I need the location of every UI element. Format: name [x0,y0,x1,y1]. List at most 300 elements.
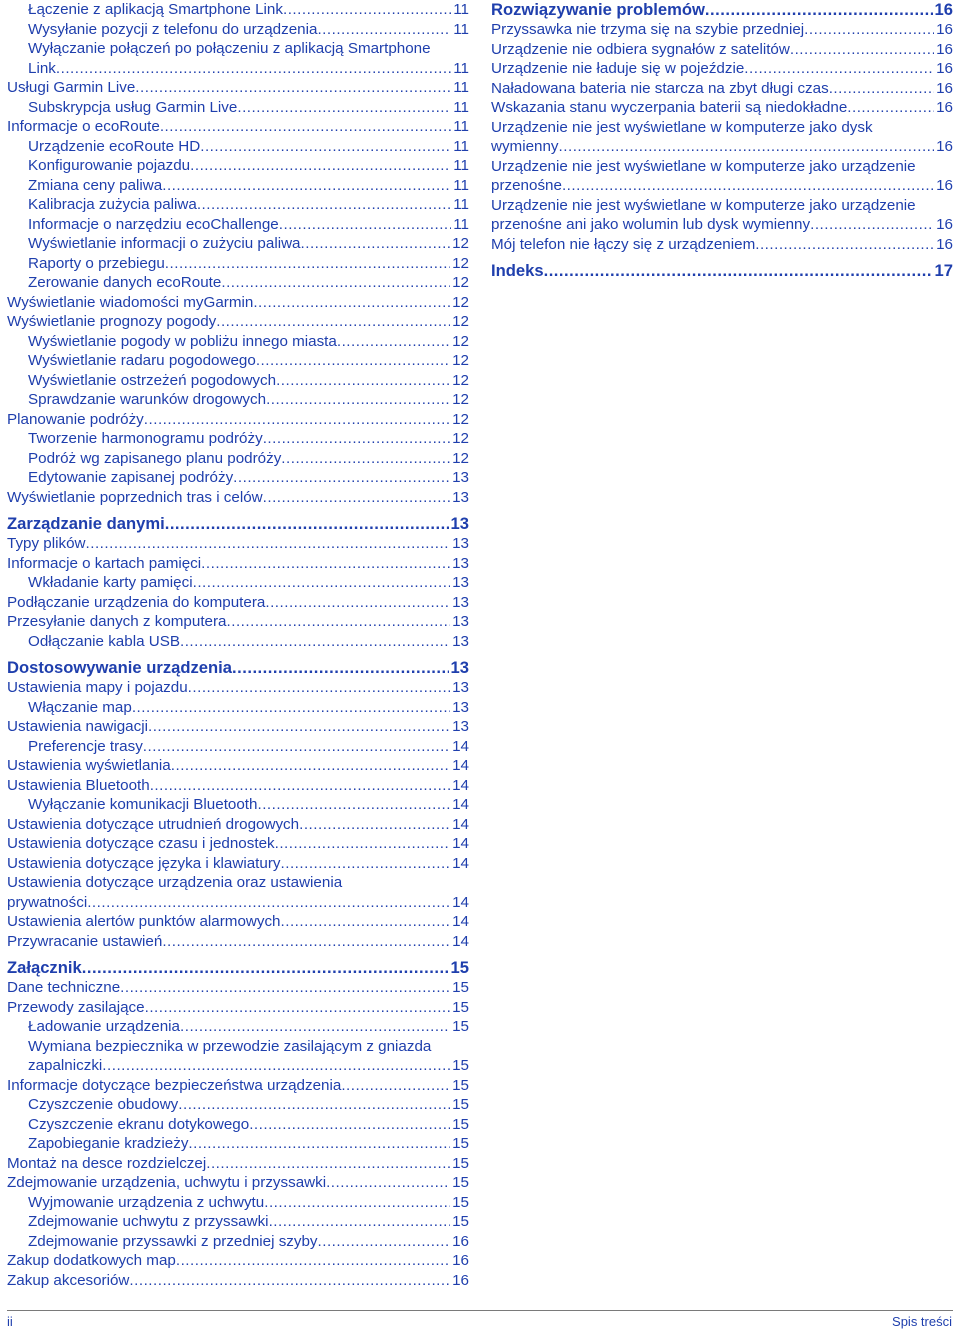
toc-page-number: 16 [936,216,953,233]
toc-entry-text: Ładowanie urządzenia [28,1018,180,1035]
dot-leader [129,1271,450,1291]
toc-entry-text: Podróż wg zapisanego planu podróży [28,449,282,467]
toc-page-number: 15 [452,1115,469,1133]
toc-page-number: 14 [452,893,469,911]
toc-entry-text: Urządzenie nie ładuje się w pojeździe [491,60,745,77]
toc-page-number: 17 [934,261,953,280]
toc-entry[interactable] [491,40,953,60]
toc-entry-text: Usługi Garmin Live [7,79,136,96]
toc-entry-text: Dostosowywanie urządzenia [7,658,232,677]
dot-leader [279,215,451,235]
toc-entry-text: Sprawdzanie warunków drogowych [28,391,267,408]
toc-section-heading[interactable] [7,958,469,978]
toc-page-number: 14 [452,913,469,930]
dot-leader [165,514,449,534]
toc-page-number: 11 [453,59,469,77]
toc-entry[interactable] [7,834,469,854]
toc-page-number: 13 [452,613,469,630]
toc-entry[interactable] [7,554,469,574]
toc-page-number: 15 [452,979,469,996]
toc-page-number: 12 [452,371,469,389]
dot-leader [257,795,450,815]
toc-entry-text-continued: przenośne [491,177,562,194]
dot-leader [237,98,451,118]
toc-entry-text: Ustawienia dotyczące urządzenia oraz ustawienia [7,874,343,891]
toc-entry-text: Informacje o kartach pamięci [7,554,202,572]
toc-entry[interactable] [7,488,469,508]
footer-divider [7,1310,953,1311]
toc-page-number: 12 [452,274,469,291]
toc-page-number: 14 [452,854,469,872]
toc-subentry[interactable] [7,698,469,718]
toc-subentry[interactable] [7,573,469,593]
toc-page-number: 12 [452,254,469,272]
dot-leader [206,1154,450,1174]
toc-page-number: 16 [936,177,953,194]
toc-page-number: 16 [936,21,953,38]
toc-page-number: 16 [936,99,953,116]
toc-entry[interactable] [7,612,469,632]
dot-leader [180,1017,450,1037]
toc-entry-text: Załącznik [7,958,82,977]
dot-leader [178,1095,450,1115]
toc-entry-text: Wyświetlanie pogody w pobliżu innego miasta [28,332,337,350]
toc-entry-text-continued: przenośne ani jako wolumin lub dysk wymienny [491,216,811,233]
toc-page-number: 12 [452,293,469,311]
toc-entry-text: Zdejmowanie uchwytu z przyssawki [28,1213,269,1230]
dot-leader [227,612,451,632]
dot-leader [281,854,451,874]
dot-leader [263,429,450,449]
toc-entry-text: Edytowanie zapisanej podróży [28,469,234,486]
toc-page-number: 12 [452,430,469,447]
dot-leader [847,98,934,118]
toc-entry[interactable] [491,118,953,157]
toc-page-number: 13 [452,718,469,735]
dot-leader [790,40,934,60]
toc-entry[interactable] [7,978,469,998]
dot-leader [341,1076,450,1096]
toc-page-number: 15 [452,1057,469,1074]
toc-page-number: 12 [452,352,469,369]
toc-entry-text: Zmiana ceny paliwa [28,176,163,194]
toc-entry[interactable] [7,998,469,1018]
toc-entry-text: Dane techniczne [7,979,121,996]
toc-page-number: 16 [936,79,953,97]
toc-page-number: 14 [452,757,469,774]
toc-page-number: 15 [452,1135,469,1152]
dot-leader [188,678,450,698]
toc-entry[interactable] [7,815,469,835]
dot-leader [232,658,449,678]
dot-leader [135,78,451,98]
toc-entry-text: Wyłączanie połączeń po połączeniu z aplikacją Smartphone [28,40,431,57]
toc-entry-text: Wskazania stanu wyczerpania baterii są niedokładne [491,99,848,116]
toc-page-number: 16 [936,138,953,155]
toc-entry-text: Urządzenie nie jest wyświetlane w komputerze jako dysk [491,118,873,136]
toc-subentry[interactable] [7,1095,469,1115]
dot-leader [755,235,934,255]
toc-page-number: 13 [452,593,469,611]
dot-leader [221,273,450,293]
toc-entry-text: Informacje o ecoRoute [7,118,160,135]
toc-entry-text: Wyświetlanie radaru pogodowego [28,352,256,369]
toc-entry[interactable] [7,873,469,912]
dot-leader [145,998,451,1018]
toc-subentry[interactable] [7,632,469,652]
toc-subentry[interactable] [7,98,469,118]
toc-entry-text: Kalibracja zużycia paliwa [28,196,197,213]
dot-leader [705,0,933,20]
toc-page-number: 16 [936,235,953,253]
toc-entry-text: Urządzenie nie odbiera sygnałów z satelitów [491,40,790,58]
toc-subentry[interactable] [7,795,469,815]
dot-leader [233,468,450,488]
toc-subentry[interactable] [7,1232,469,1252]
toc-entry[interactable] [7,534,469,554]
toc-entry-text: Konfigurowanie pojazdu [28,157,191,174]
dot-leader [283,0,451,20]
toc-subentry[interactable] [7,1037,469,1076]
dot-leader [829,79,934,99]
toc-entry-text: Subskrypcja usług Garmin Live [28,98,238,116]
toc-page-number: 14 [452,815,469,833]
toc-subentry[interactable] [7,468,469,488]
toc-entry[interactable] [7,854,469,874]
toc-entry-text: Wkładanie karty pamięci [28,574,193,591]
dot-leader [197,195,451,215]
dot-leader [193,573,451,593]
dot-leader [744,59,934,79]
toc-page-number: 13 [452,574,469,591]
toc-page-number: 13 [450,514,469,533]
toc-page-number: 12 [452,391,469,408]
toc-page-number: 13 [452,679,469,696]
dot-leader [162,932,450,952]
toc-entry[interactable] [7,78,469,98]
toc-entry[interactable] [7,1251,469,1271]
toc-entry-text: Montaż na desce rozdzielczej [7,1154,207,1172]
toc-entry-text: Ustawienia mapy i pojazdu [7,679,188,696]
toc-entry-text: Urządzenie nie jest wyświetlane w komputerze jako urządzenie [491,157,916,175]
toc-entry-text: Czyszczenie obudowy [28,1096,179,1113]
dot-leader [190,156,451,176]
toc-subentry[interactable] [7,0,469,20]
dot-leader [299,815,450,835]
dot-leader [176,1251,450,1271]
dot-leader [87,893,450,913]
toc-subentry[interactable] [7,371,469,391]
toc-entry-text: Ustawienia Bluetooth [7,776,150,794]
dot-leader [263,488,450,508]
toc-subentry[interactable] [7,351,469,371]
toc-page-number: 15 [452,1193,469,1211]
dot-leader [253,293,450,313]
toc-subentry[interactable] [7,234,469,254]
toc-entry-text: Wyjmowanie urządzenia z uchwytu [28,1193,265,1211]
toc-entry-text: Przyssawka nie trzyma się na szybie przedniej [491,21,805,38]
toc-entry[interactable] [7,410,469,430]
toc-subentry[interactable] [7,156,469,176]
dot-leader [301,234,451,254]
toc-subentry[interactable] [7,449,469,469]
toc-page-number: 11 [453,98,469,116]
dot-leader [326,1173,450,1193]
dot-leader [160,117,451,137]
toc-entry-text: Wymiana bezpiecznika w przewodzie zasilającym z gniazda [28,1037,432,1055]
dot-leader [148,717,450,737]
dot-leader [165,254,450,274]
footer-section-title: Spis treści [892,1314,952,1329]
toc-subentry[interactable] [7,1115,469,1135]
dot-leader [200,137,451,157]
dot-leader [249,1115,450,1135]
toc-section-heading[interactable] [491,261,953,281]
toc-subentry[interactable] [7,176,469,196]
toc-entry-text: Włączanie map [28,698,132,716]
dot-leader [562,176,934,196]
toc-entry-text: Ustawienia dotyczące czasu i jednostek [7,835,275,852]
toc-page-number: 11 [453,157,469,174]
toc-entry[interactable] [7,932,469,952]
toc-entry-text: Ustawienia dotyczące języka i klawiatury [7,854,281,872]
toc-subentry[interactable] [7,39,469,78]
toc-page-number: 14 [452,776,469,794]
toc-page-number: 15 [450,958,469,977]
toc-entry[interactable] [7,117,469,137]
dot-leader [150,776,450,796]
toc-page-number: 11 [453,1,469,18]
toc-page-number: 16 [452,1252,469,1269]
toc-section-heading[interactable] [491,0,953,20]
toc-entry-text: Wyświetlanie wiadomości myGarmin [7,293,254,311]
toc-entry-text: Planowanie podróży [7,410,144,428]
toc-entry[interactable] [7,756,469,776]
toc-entry[interactable] [491,98,953,118]
toc-entry-text: Rozwiązywanie problemów [491,0,705,19]
dot-leader [102,1056,450,1076]
toc-subentry[interactable] [7,429,469,449]
toc-entry-text: Ustawienia wyświetlania [7,757,171,774]
toc-entry-text-continued: wymienny [491,138,559,155]
toc-subentry[interactable] [7,254,469,274]
dot-leader [171,756,450,776]
toc-entry-text: Podłączanie urządzenia do komputera [7,593,266,611]
toc-page-number: 15 [452,1154,469,1172]
toc-entry-text: Urządzenie nie jest wyświetlane w komputerze jako urządzenie [491,196,916,214]
toc-entry-text: Wyświetlanie informacji o zużyciu paliwa [28,235,301,252]
toc-page-number: 13 [452,535,469,552]
toc-column-right [491,0,953,281]
toc-entry[interactable] [491,235,953,255]
toc-entry-text: Zdejmowanie przyssawki z przedniej szyby [28,1232,318,1250]
dot-leader [275,834,450,854]
dot-leader [162,176,451,196]
toc-page-number: 13 [452,698,469,716]
toc-subentry[interactable] [7,195,469,215]
toc-entry-text: Informacje o narzędziu ecoChallenge [28,215,279,233]
toc-entry-text: Ustawienia nawigacji [7,718,148,735]
toc-entry[interactable] [7,678,469,698]
toc-page-number: 11 [453,118,469,135]
toc-entry-text: Wyświetlanie prognozy pogody [7,313,217,330]
dot-leader [317,20,451,40]
dot-leader [144,410,450,430]
toc-subentry[interactable] [7,20,469,40]
toc-entry-text: Przesyłanie danych z komputera [7,613,227,630]
toc-page-number: 14 [452,835,469,852]
toc-entry[interactable] [491,59,953,79]
toc-entry[interactable] [7,1154,469,1174]
toc-section-heading[interactable] [7,658,469,678]
toc-entry[interactable] [7,912,469,932]
toc-subentry[interactable] [7,137,469,157]
toc-subentry[interactable] [7,1212,469,1232]
toc-page-number: 15 [452,1174,469,1191]
dot-leader [269,1212,451,1232]
toc-page-number: 11 [453,20,469,38]
dot-leader [276,371,450,391]
toc-entry-text-continued: prywatności [7,893,88,911]
toc-page-number: 11 [453,176,469,194]
toc-page-number: 15 [452,1213,469,1230]
toc-subentry[interactable] [7,1193,469,1213]
dot-leader [180,632,450,652]
toc-subentry[interactable] [7,1017,469,1037]
toc-page-number: 15 [452,998,469,1016]
toc-subentry[interactable] [7,390,469,410]
dot-leader [318,1232,451,1252]
toc-entry-text: Wyłączanie komunikacji Bluetooth [28,796,258,813]
toc-entry-text: Zarządzanie danymi [7,514,165,533]
toc-page-number: 12 [452,235,469,252]
toc-page-number: 16 [934,0,953,19]
toc-page-number: 12 [452,332,469,350]
toc-entry-text: Raporty o przebiegu [28,254,165,272]
dot-leader [544,261,933,281]
toc-entry-text: Zerowanie danych ecoRoute [28,274,222,291]
toc-entry[interactable] [7,1173,469,1193]
toc-entry-text: Odłączanie kabla USB [28,632,180,650]
toc-entry-text: Przywracanie ustawień [7,932,163,950]
toc-entry[interactable] [491,20,953,40]
toc-entry[interactable] [7,1076,469,1096]
toc-entry[interactable] [491,157,953,196]
toc-entry-text: Zakup dodatkowych map [7,1252,176,1269]
toc-entry-text: Przewody zasilające [7,998,145,1016]
toc-page-number: 12 [452,449,469,467]
toc-page-number: 15 [452,1076,469,1094]
toc-entry-text: Wyświetlanie ostrzeżeń pogodowych [28,371,277,389]
dot-leader [82,958,449,978]
toc-page-number: 12 [452,410,469,428]
toc-page-number: 14 [452,796,469,813]
toc-page-number: 16 [936,60,953,77]
toc-entry[interactable] [7,312,469,332]
toc-subentry[interactable] [7,1134,469,1154]
toc-entry-text: Indeks [491,261,544,280]
toc-page-number: 11 [453,137,469,155]
toc-entry-text: Ustawienia dotyczące utrudnień drogowych [7,815,300,833]
toc-entry[interactable] [7,776,469,796]
toc-entry-text: Mój telefon nie łączy się z urządzeniem [491,235,756,253]
toc-entry-text: Preferencje trasy [28,737,143,755]
toc-entry-text: Wysyłanie pozycji z telefonu do urządzenia [28,20,318,38]
toc-subentry[interactable] [7,273,469,293]
toc-page-number: 13 [452,554,469,572]
toc-entry[interactable] [491,79,953,99]
dot-leader [120,978,450,998]
toc-page-number: 11 [453,196,469,213]
toc-page-number: 14 [452,737,469,755]
toc-entry-text: Informacje dotyczące bezpieczeństwa urządzenia [7,1076,342,1094]
toc-entry-text: Urządzenie ecoRoute HD [28,137,201,155]
toc-page-number: 16 [452,1232,469,1250]
toc-subentry[interactable] [7,332,469,352]
dot-leader [188,1134,450,1154]
toc-column-left [7,0,469,1290]
toc-page-number: 12 [452,313,469,330]
dot-leader [216,312,450,332]
toc-subentry[interactable] [7,215,469,235]
toc-entry-text: Typy plików [7,535,86,552]
toc-entry[interactable] [7,1271,469,1291]
dot-leader [201,554,450,574]
toc-page-number: 13 [450,658,469,677]
toc-page-number: 13 [452,469,469,486]
dot-leader [265,593,450,613]
dot-leader [804,20,934,40]
toc-page-number: 14 [452,932,469,950]
footer-page-number: ii [7,1314,13,1329]
dot-leader [264,1193,450,1213]
toc-entry-text: Zapobieganie kradzieży [28,1135,189,1152]
toc-subentry[interactable] [7,737,469,757]
toc-entry[interactable] [7,717,469,737]
toc-entry[interactable] [7,293,469,313]
dot-leader [337,332,450,352]
dot-leader [559,137,935,157]
toc-page-number: 13 [452,488,469,506]
dot-leader [810,215,934,235]
toc-section-heading[interactable] [7,514,469,534]
dot-leader [86,534,451,554]
toc-entry-text: Czyszczenie ekranu dotykowego [28,1115,250,1133]
toc-entry-text: Tworzenie harmonogramu podróży [28,430,263,447]
toc-page-number: 11 [453,215,469,233]
toc-entry-text-continued: Link [28,59,56,77]
toc-entry-text: Ustawienia alertów punktów alarmowych [7,913,281,930]
toc-entry-text: Naładowana bateria nie starcza na zbyt długi czas [491,79,829,97]
toc-entry[interactable] [7,593,469,613]
dot-leader [132,698,450,718]
toc-page-number: 13 [452,632,469,650]
toc-page-number: 15 [452,1096,469,1113]
toc-entry-text: Wyświetlanie poprzednich tras i celów [7,488,263,506]
dot-leader [281,912,451,932]
dot-leader [266,390,450,410]
toc-page-number: 16 [936,40,953,58]
toc-page-number: 11 [453,79,469,96]
dot-leader [143,737,450,757]
toc-entry[interactable] [491,196,953,235]
toc-entry-text: Zdejmowanie urządzenia, uchwytu i przyssawki [7,1174,327,1191]
toc-entry-text: Zakup akcesoriów [7,1271,130,1289]
toc-entry-text-continued: zapalniczki [28,1057,103,1074]
dot-leader [281,449,450,469]
dot-leader [56,59,451,79]
toc-page-number: 16 [452,1271,469,1289]
